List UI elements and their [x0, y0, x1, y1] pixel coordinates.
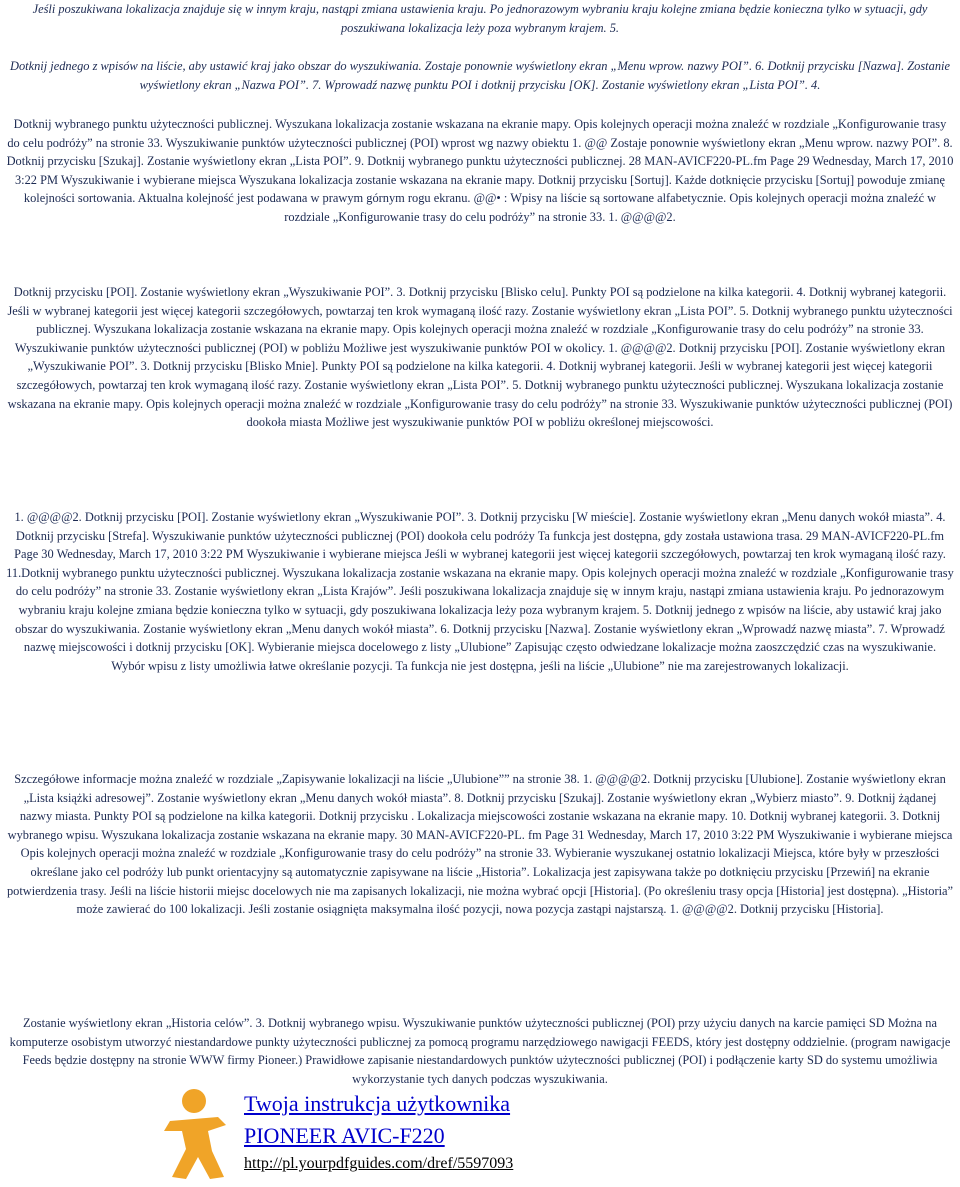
manual-title-link[interactable]: Twoja instrukcja użytkownika — [244, 1091, 511, 1116]
paragraph-3: Dotknij wybranego punktu użyteczności publicznej. Wyszukana lokalizacja zostanie wskazana na ekranie mapy. Opis kolejnych operacji można znaleźć w rozdziale „Konfigurowanie trasy do celu podróży” na stronie 33. Wyszukiwanie punktów użyteczności publicznej (POI) wprost wg nazwy obiektu 1. @@ Zostaje ponownie wyświetlony ekran „Menu wprow. nazwy POI”. 8. Dotknij przycisku [Szukaj]. Zostanie wyświetlony ekran „Lista POI”. 9. Dotknij wybranego punktu użyteczności publicznej. 28 MAN-AVICF220-PL.fm Page 29 Wednesday, March 17, 2010 3:22 PM Wyszukiwanie i wybierane miejsca Wyszukana lokalizacja zostanie wskazana na ekranie mapy. Dotknij przycisku [Sortuj]. Każde dotknięcie przycisku [Sortuj] powoduje zmianę kolejności sortowania. Aktualna kolejność jest podawana w prawym górnym rogu ekranu. @@• : Wpisy na liście są sortowane alfabetycznie. Opis kolejnych operacji można znaleźć w rozdziale „Konfigurowanie trasy do celu podróży” na stronie 33. 1. @@@@2. — [6, 117, 954, 224]
footer — [160, 1087, 760, 1183]
paragraph-4: Dotknij przycisku [POI]. Zostanie wyświetlony ekran „Wyszukiwanie POI”. 3. Dotknij przycisku [Blisko celu]. Punkty POI są podzielone na kilka kategorii. 4. Dotknij wybranej kategorii. Jeśli w wybranej kategorii jest więcej kategorii szczegółowych, powtarzaj ten krok wymaganą ilość razy. Zostanie wyświetlony ekran „Lista POI”. 5. Dotknij wybranego punktu użyteczności publicznej. Wyszukana lokalizacja zostanie wskazana na ekranie mapy. Opis kolejnych operacji można znaleźć w rozdziale „Konfigurowanie trasy do celu podróży” na stronie 33. Wyszukiwanie punktów użyteczności publicznej (POI) w pobliżu Możliwe jest wyszukiwanie punktów POI w okolicy. 1. @@@@2. Dotknij przycisku [POI]. Zostanie wyświetlony ekran „Wyszukiwanie POI”. 3. Dotknij przycisku [Blisko Mnie]. Punkty POI są podzielone na kilka kategorii. 4. Dotknij wybranej kategorii. Jeśli w wybranej kategorii jest więcej kategorii szczegółowych, powtarzaj ten krok wymaganą ilość razy. Zostanie wyświetlony ekran „Lista POI”. 5. Dotknij wybranego punktu użyteczności publicznej. Wyszukana lokalizacja zostanie wskazana na ekranie mapy. Opis kolejnych operacji można znaleźć w rozdziale „Konfigurowanie trasy do celu podróży” na stronie 33. Wyszukiwanie punktów użyteczności publicznej (POI) dookoła miasta Możliwe jest wyszukiwanie punktów POI w pobliżu określonej miejscowości. — [7, 285, 953, 430]
paragraph-2: Dotknij jednego z wpisów na liście, aby ustawić kraj jako obszar do wyszukiwania. Zostaje ponownie wyświetlony ekran „Menu wprow. nazwy POI”. 6. Dotknij przycisku [Nazwa]. Zostanie wyświetlony ekran „Nazwa POI”. 7. Wprowadź nazwę punktu POI i dotknij przycisku [OK]. Zostanie wyświetlony ekran „Lista POI”. 4. — [10, 59, 950, 92]
product-name-link[interactable]: PIONEER AVIC-F220 — [244, 1123, 445, 1148]
paragraph-6: Szczegółowe informacje można znaleźć w rozdziale „Zapisywanie lokalizacji na liście „Ulubione”” na stronie 38. 1. @@@@2. Dotknij przycisku [Ulubione]. Zostanie wyświetlony ekran „Lista książki adresowej”. Zostanie wyświetlony ekran „Menu danych wokół miasta”. 8. Dotknij przycisku [Szukaj]. Zostanie wyświetlony ekran „Wybierz miasto”. 9. Dotknij żądanej nazwy miasta. Punkty POI są podzielone na kilka kategorii. Dotknij przycisku . Lokalizacja miejscowości zostanie wskazana na ekranie mapy. 10. Dotknij wybranej kategorii. 3. Dotknij wybranego wpisu. Wyszukana lokalizacja zostanie wskazana na ekranie mapy. 30 MAN-AVICF220-PL. fm Page 31 Wednesday, March 17, 2010 3:22 PM Wyszukiwanie i wybierane miejsca Opis kolejnych operacji można znaleźć w rozdziale „Konfigurowanie trasy do celu podróży” na stronie 33. Wybieranie wyszukanej ostatnio lokalizacji Miejsca, które były w przeszłości określane jako cel podróży lub punkt orientacyjny są automatycznie zapisywane na liście „Historia”. Lokalizacja jest zapisywana także po dotknięciu przycisku [Przewiń] na ekranie potwierdzenia trasy. Jeśli na liście historii miejsc docelowych nie ma zapisanych lokalizacji, nie można wybrać opcji [Historia]. (Po określeniu trasy opcja [Historia] jest dostępna). „Historia” może zawierać do 100 lokalizacji. Jeśli zostanie osiągnięta maksymalna ilość pozycji, nowa pozycja zastąpi najstarszą. 1. @@@@2. Dotknij przycisku [Historia]. — [6, 772, 954, 917]
person-logo-icon — [160, 1087, 240, 1181]
paragraph-7: Zostanie wyświetlony ekran „Historia celów”. 3. Dotknij wybranego wpisu. Wyszukiwanie punktów użyteczności publicznej (POI) przy użyciu danych na karcie pamięci SD Można na komputerze osobistym utworzyć niestandardowe punkty użyteczności publicznej za pomocą programu narzędziowego nawigacji FEEDS, który jest dostępny oddzielnie. (program nawigacje Feeds będzie dostępny na stronie WWW firmy Pioneer.) Prawidłowe zapisanie niestandardowych punktów użyteczności publicznej (POI) i podłączenie karty SD do systemu umożliwia wykorzystanie tych danych podczas wyszukiwania. — [9, 1016, 951, 1086]
paragraph-1: Jeśli poszukiwana lokalizacja znajduje się w innym kraju, nastąpi zmiana ustawienia kraju. Po jednorazowym wybraniu kraju kolejne zmiana będzie konieczna tylko w sytuacji, gdy poszukiwana lokalizacja leży poza wybranym krajem. 5. — [32, 2, 928, 35]
url-link[interactable]: http://pl.yourpdfguides.com/dref/5597093 — [244, 1155, 514, 1172]
paragraph-5: 1. @@@@2. Dotknij przycisku [POI]. Zostanie wyświetlony ekran „Wyszukiwanie POI”. 3. Dotknij przycisku [W mieście]. Zostanie wyświetlony ekran „Menu danych wokół miasta”. 4. Dotknij przycisku [Strefa]. Wyszukiwanie punktów użyteczności publicznej (POI) dookoła celu podróży Ta funkcja jest dostępna, gdy została ustawiona trasa. 29 MAN-AVICF220-PL.fm Page 30 Wednesday, March 17, 2010 3:22 PM Wyszukiwanie i wybierane miejsca Jeśli w wybranej kategorii jest więcej kategorii szczegółowych, powtarzaj ten krok wymaganą ilość razy. 11.Dotknij wybranego punktu użyteczności publicznej. Wyszukana lokalizacja zostanie wskazana na ekranie mapy. Opis kolejnych operacji można znaleźć w rozdziale „Konfigurowanie trasy do celu podróży” na stronie 33. Zostanie wyświetlony ekran „Lista Krajów”. Jeśli poszukiwana lokalizacja znajduje się w innym kraju, nastąpi zmiana ustawienia kraju. Po jednorazowym wybraniu kraju kolejne zmiana będzie konieczna tylko w sytuacji, gdy poszukiwana lokalizacja leży poza wybranym krajem. 5. Dotknij jednego z wpisów na liście, aby ustawić kraj jako obszar do wyszukiwania. Zostanie wyświetlony ekran „Menu danych wokół miasta”. 6. Dotknij przycisku [Nazwa]. Zostanie wyświetlony ekran „Wprowadź nazwę miasta”. 7. Wprowadź nazwę miejscowości i dotknij przycisku [OK]. Wybieranie miejsca docelowego z listy „Ulubione” Zapisując często odwiedzane lokalizacje można zaoszczędzić czas na wyszukiwanie. Wybór wpisu z listy umożliwia łatwe określanie pozycji. Ta funkcja nie jest dostępna, jeśli na liście „Ulubione” nie ma zarejestrowanych lokalizacji. — [6, 510, 954, 673]
